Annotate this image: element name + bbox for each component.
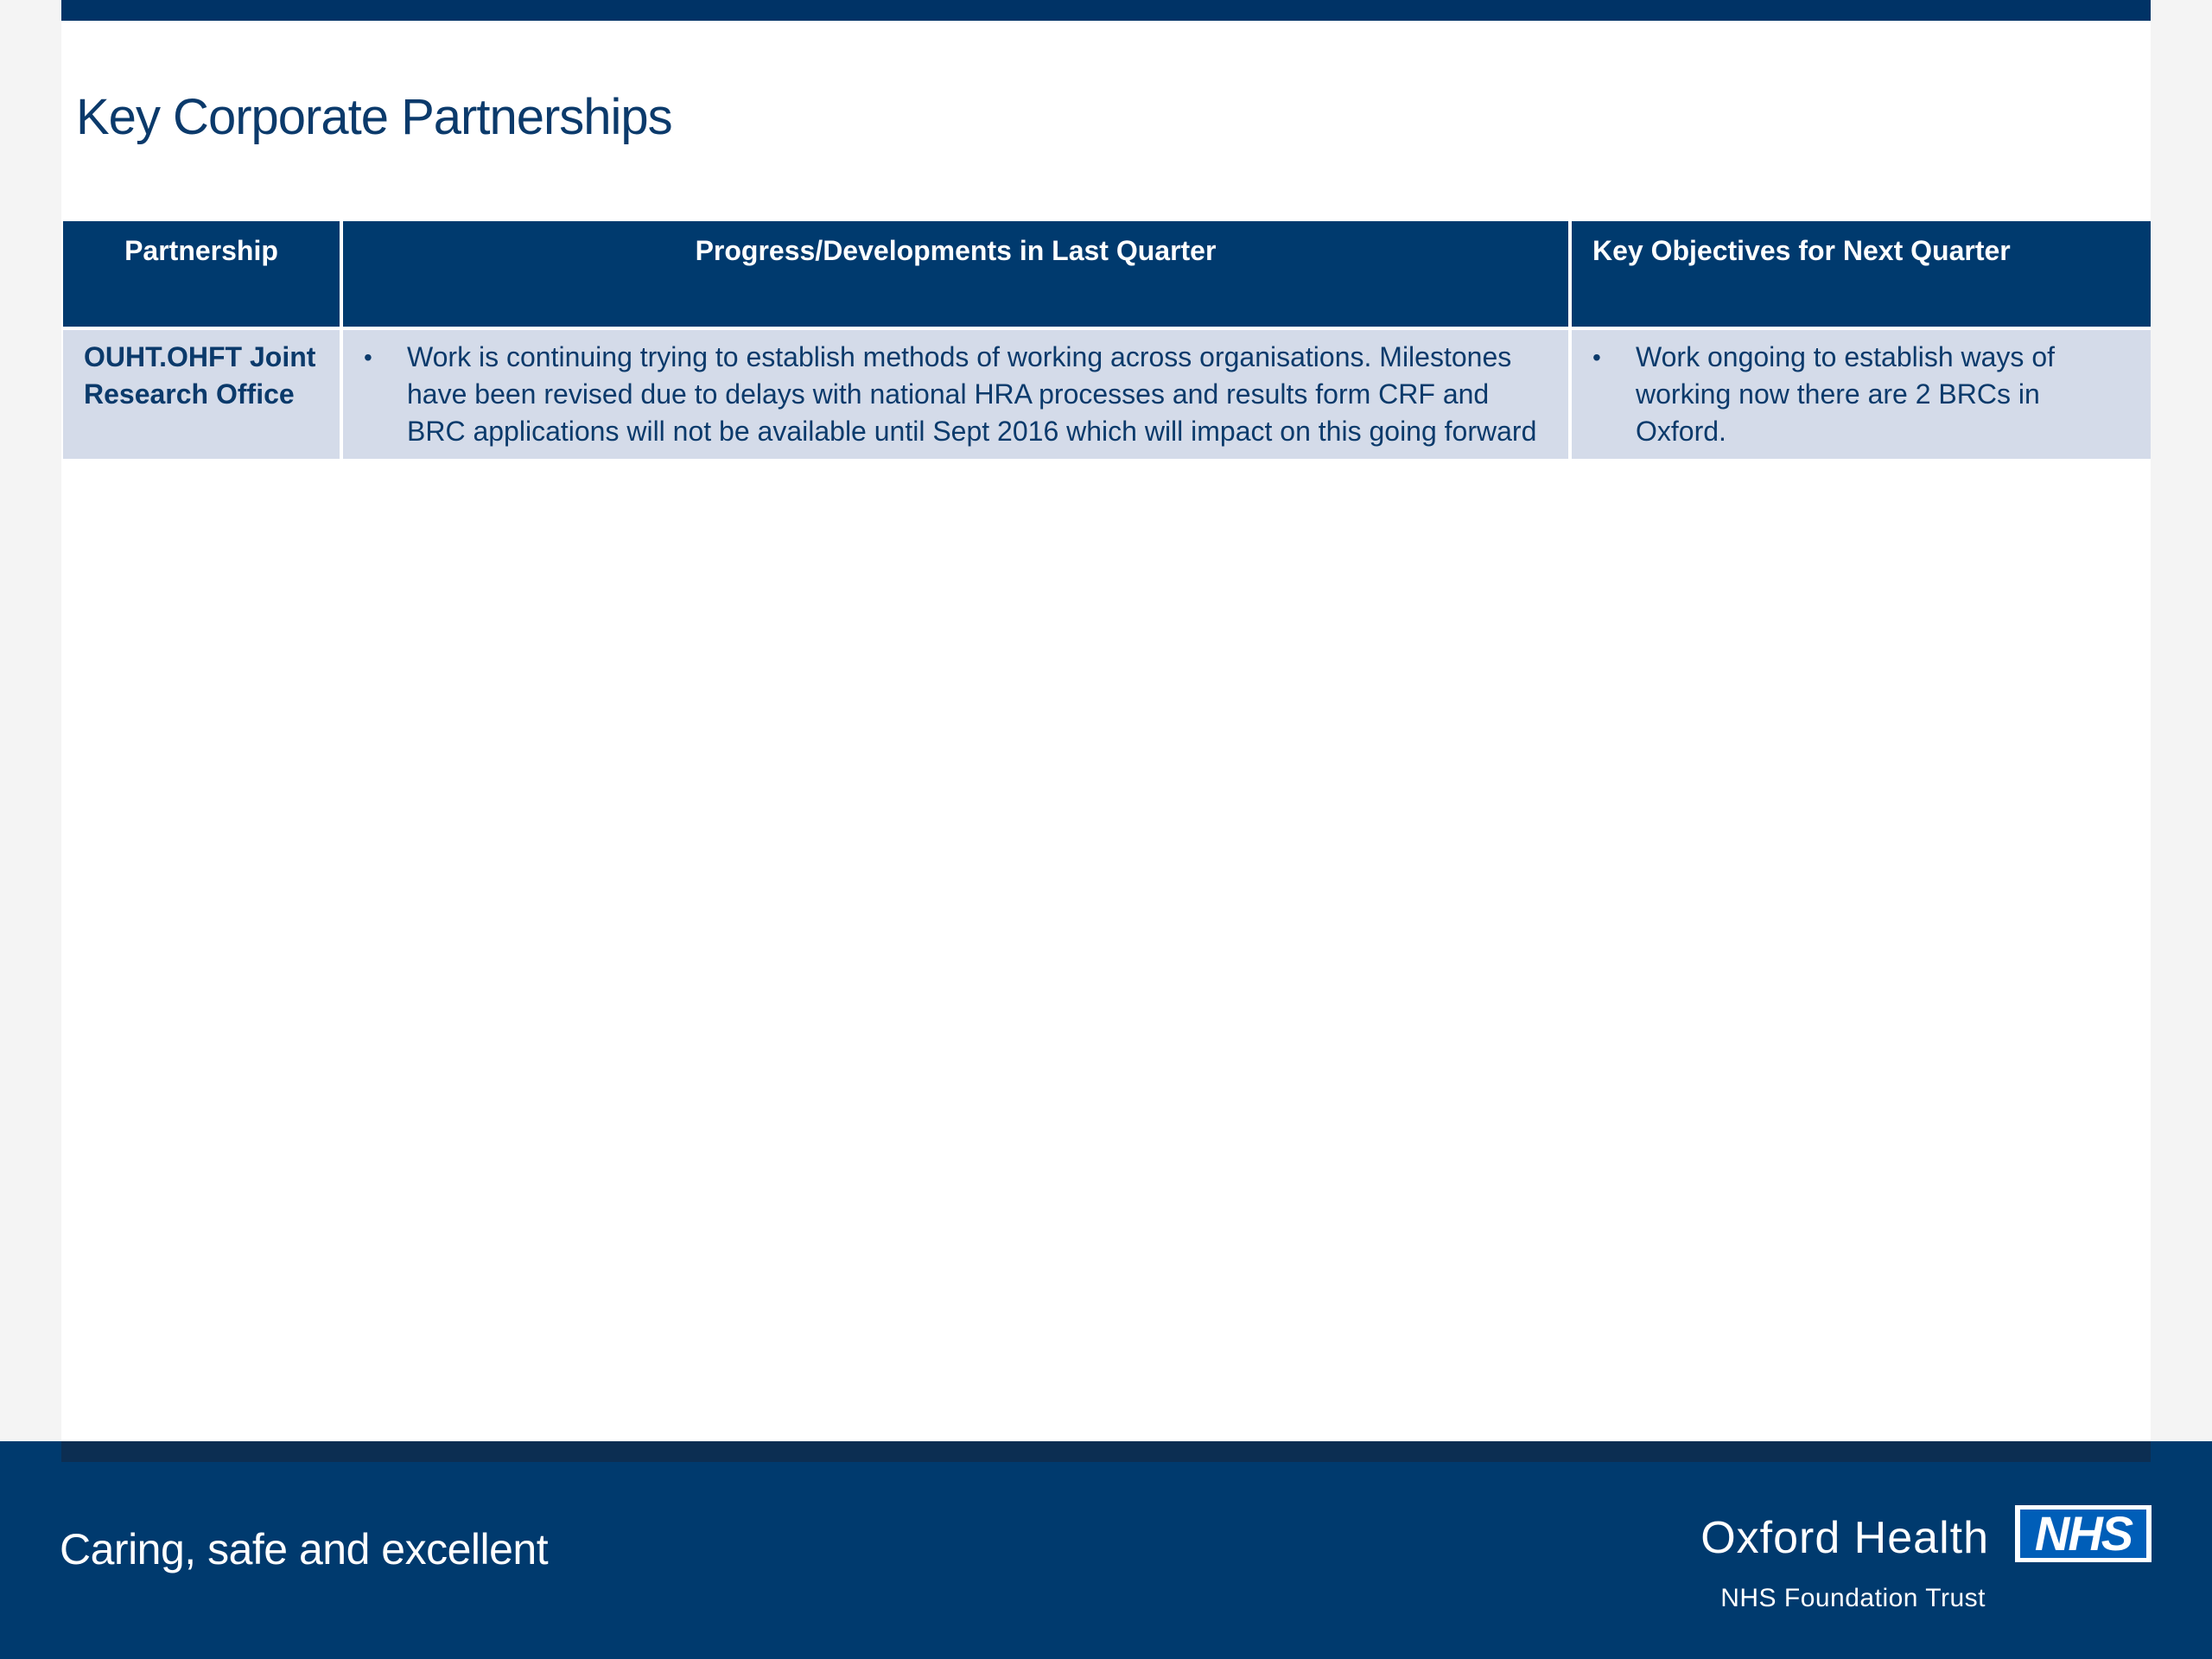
footer-strip bbox=[61, 1441, 2151, 1462]
partnership-name-line2: Research Office bbox=[84, 378, 295, 410]
progress-cell bbox=[343, 330, 1568, 459]
progress-text: Work is continuing trying to establish methods of working across organisations. Milestones have been revised due to delays with national HRA processes and results form CRF and BRC applications will not be available until Sept 2016 which will impact on this going forward bbox=[407, 341, 1537, 447]
bullet-icon: • bbox=[364, 344, 372, 371]
tagline: Caring, safe and excellent bbox=[60, 1525, 549, 1573]
objectives-list bbox=[1592, 339, 2132, 450]
nhs-logo-text: NHS bbox=[2034, 1506, 2133, 1560]
column-header-objectives: Key Objectives for Next Quarter bbox=[1572, 221, 2151, 327]
org-subtitle: NHS Foundation Trust bbox=[1720, 1584, 1986, 1612]
table-header-row bbox=[63, 221, 2151, 327]
bullet-icon: • bbox=[1592, 344, 1601, 371]
partnership-cell bbox=[63, 330, 340, 459]
table-row bbox=[63, 330, 2151, 459]
top-bar bbox=[61, 0, 2151, 21]
nhs-logo-icon bbox=[2015, 1505, 2152, 1562]
footer bbox=[0, 1441, 2212, 1659]
org-name: Oxford Health bbox=[1700, 1513, 1989, 1563]
nhs-logo-box bbox=[2020, 1506, 2146, 1560]
progress-list bbox=[364, 339, 1549, 450]
column-header-partnership: Partnership bbox=[63, 221, 340, 327]
column-header-progress: Progress/Developments in Last Quarter bbox=[343, 221, 1568, 327]
partnerships-table bbox=[60, 218, 2154, 462]
objectives-cell bbox=[1572, 330, 2151, 459]
objectives-text: Work ongoing to establish ways of working now there are 2 BRCs in Oxford. bbox=[1636, 341, 2055, 447]
list-item bbox=[364, 339, 1549, 450]
page-title: Key Corporate Partnerships bbox=[76, 89, 672, 145]
list-item bbox=[1592, 339, 2132, 450]
partnership-name-line1: OUHT.OHFT Joint bbox=[84, 341, 316, 372]
slide bbox=[61, 0, 2151, 1441]
